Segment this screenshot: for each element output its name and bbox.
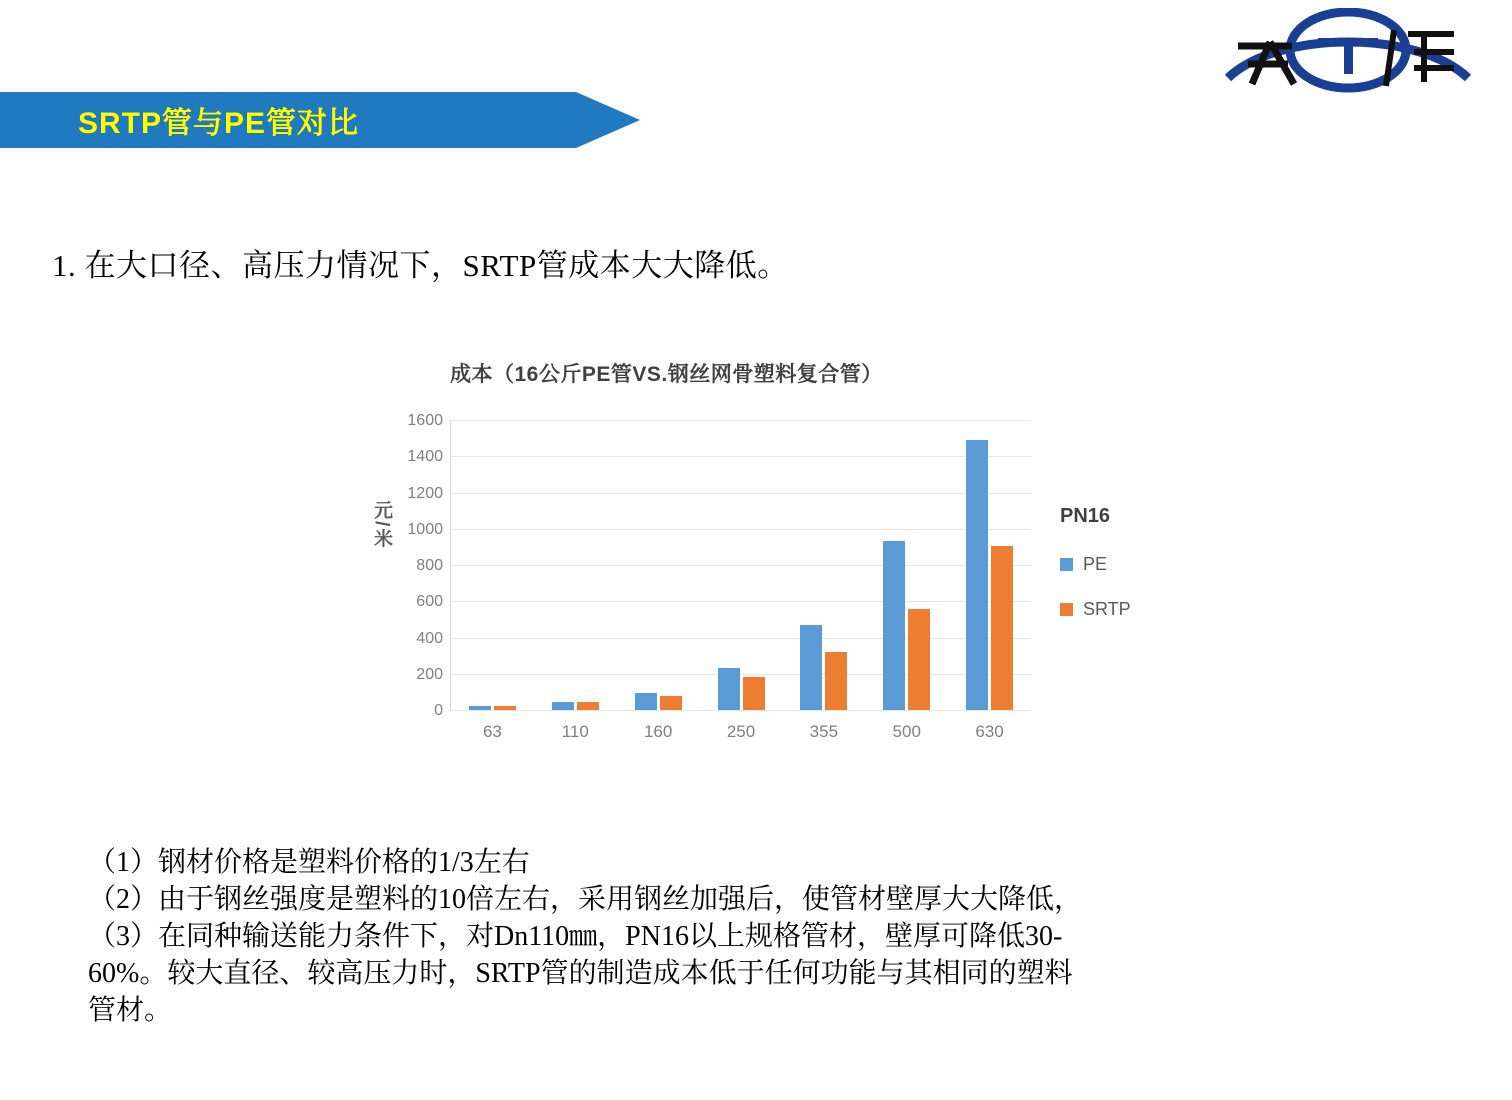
x-tick-label: 355 (809, 722, 839, 741)
x-tick-label: 250 (726, 722, 756, 741)
legend-item-pe (1060, 554, 1131, 575)
y-tick-label: 1400 (407, 448, 443, 466)
note-line: 60%。较大直径、较高压力时，SRTP管的制造成本低于任何功能与其相同的塑料 (88, 957, 1073, 989)
legend-title: PN16 (1060, 505, 1111, 527)
note-line: （3）在同种输送能力条件下，对Dn110㎜，PN16以上规格管材，壁厚可降低30- (88, 920, 1063, 952)
chart-y-axis-label: 元/米 (371, 500, 392, 550)
bar-srtp (494, 706, 516, 710)
legend-swatch-icon (1060, 558, 1073, 571)
bar-srtp (991, 546, 1013, 710)
note-line: 管材。 (88, 994, 173, 1026)
bar-pe (469, 706, 491, 710)
section-title-banner (0, 92, 640, 148)
bar-group (617, 420, 700, 741)
bar-group (534, 420, 617, 741)
notes-block (88, 845, 1488, 1030)
bar-pe (552, 702, 574, 710)
y-tick-label: 1600 (407, 412, 443, 429)
y-tick-label: 200 (416, 665, 443, 683)
y-tick-label: 1000 (407, 520, 443, 538)
legend-label: SRTP (1083, 599, 1131, 619)
bar-group (782, 420, 865, 741)
lead-statement: 1. 在大口径、高压力情况下，SRTP管成本大大降低。 (52, 248, 789, 283)
bar-groups (451, 420, 1031, 741)
bar-srtp (660, 696, 682, 711)
bar-srtp (743, 677, 765, 710)
chart-legend (1060, 505, 1131, 644)
page-title: SRTP管与PE管对比 (78, 107, 360, 140)
bar-group (865, 420, 948, 741)
bar-group (451, 420, 534, 741)
bar-srtp (825, 652, 847, 710)
bar-group (948, 420, 1031, 741)
y-tick-label: 0 (434, 702, 443, 719)
x-tick-label: 500 (892, 722, 921, 741)
x-tick-label: 110 (561, 722, 589, 741)
bar-pe (718, 668, 740, 710)
legend-label: PE (1083, 554, 1108, 574)
y-tick-label: 600 (416, 593, 443, 611)
bar-pe (966, 440, 988, 710)
y-tick-label: 400 (416, 629, 443, 647)
bar-pe (800, 625, 822, 710)
gridline (434, 702, 1031, 719)
note-line: （1）钢材价格是塑料价格的1/3左右 (88, 847, 530, 878)
x-tick-label: 630 (975, 722, 1004, 741)
legend-swatch-icon (1060, 603, 1073, 616)
bar-group (700, 420, 783, 741)
cost-comparison-chart (300, 330, 1160, 790)
bar-srtp (908, 609, 930, 710)
legend-item-srtp (1060, 599, 1131, 620)
bar-pe (635, 693, 657, 710)
x-tick-label: 160 (643, 722, 673, 741)
y-tick-label: 1200 (407, 484, 443, 502)
bar-srtp (577, 702, 599, 710)
y-tick-label: 800 (416, 557, 443, 574)
chart-title: 成本（16公斤PE管VS.钢丝网骨塑料复合管） (450, 363, 883, 386)
x-tick-label: 63 (482, 722, 502, 741)
bar-pe (883, 541, 905, 710)
note-line: （2）由于钢丝强度是塑料的10倍左右，采用钢丝加强后，使管材壁厚大大降低， (88, 883, 1083, 915)
chart-plot-area (407, 412, 1031, 741)
company-logo (1218, 8, 1478, 108)
